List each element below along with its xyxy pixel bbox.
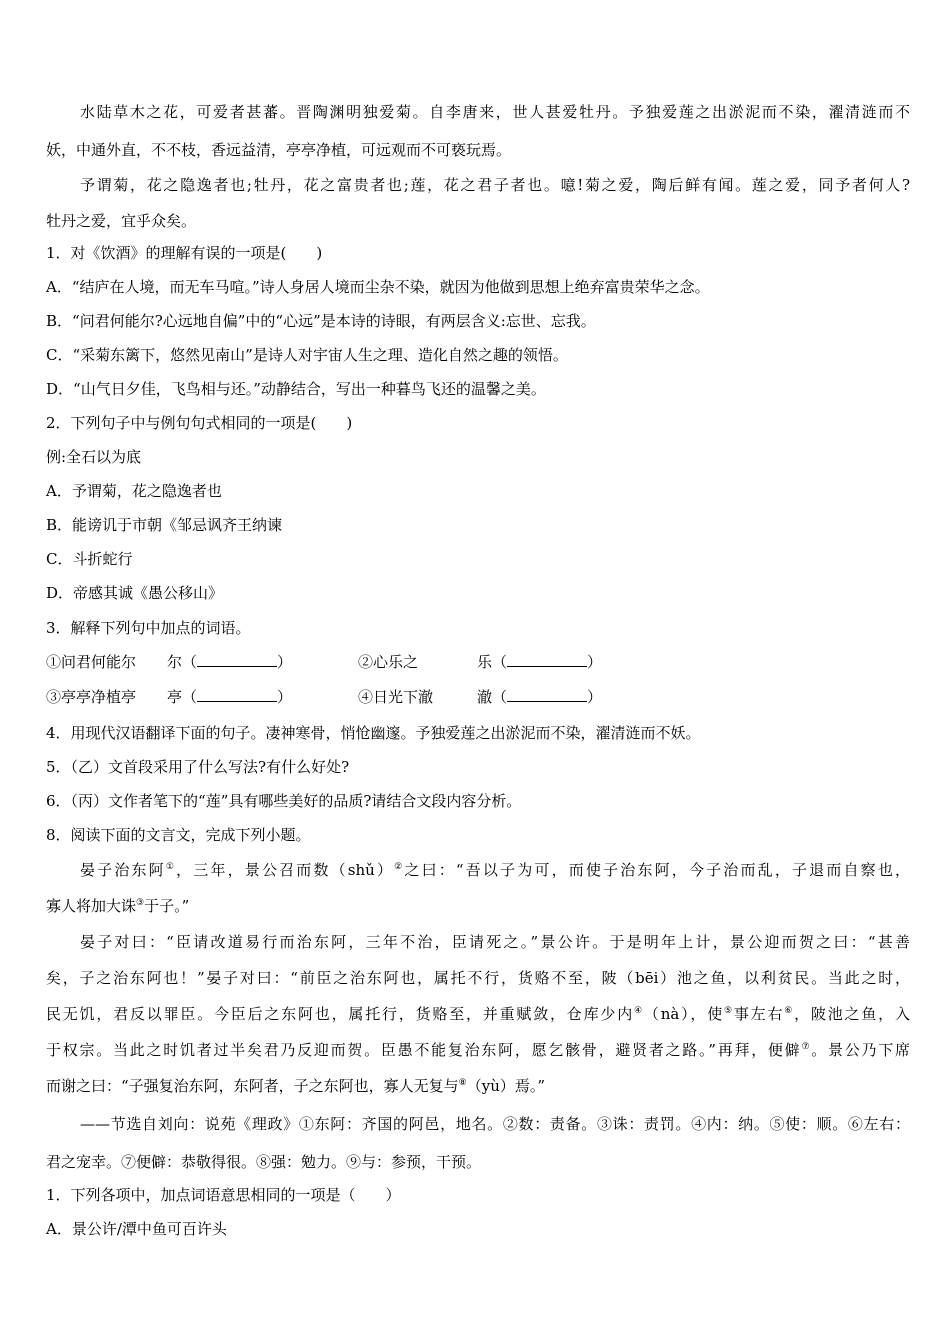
passage-bing-p2-line2: 牡丹之爱，宜乎众矣。 xyxy=(46,212,197,230)
answer-blank[interactable] xyxy=(197,688,277,702)
q3-item-4-answer: 澈（ ） xyxy=(477,688,603,706)
sub-question-1-stem: 1．下列各项中，加点词语意思相同的一项是（ ） xyxy=(46,1186,401,1204)
answer-blank[interactable] xyxy=(197,653,277,667)
passage-bing-p1-line1: 水陆草木之花，可爱者甚蕃。晋陶渊明独爱菊。自李唐来，世人甚爱牡丹。予独爱莲之出淤泥而不染，濯清涟而不 xyxy=(80,103,910,121)
question-5: 5．（乙）文首段采用了什么写法?有什么好处? xyxy=(46,758,350,776)
question-6: 6．（丙）文作者笔下的“莲”具有哪些美好的品质?请结合文段内容分析。 xyxy=(46,792,522,810)
q8-passage-p1-line1: 晏子治东阿①，三年，景公召而数（shǔ）②之曰：“吾以子为可，而使子治东阿，今子治而乱，子退而自察也， xyxy=(80,861,911,879)
q3-item-1-sentence: ①问君何能尔 xyxy=(46,653,137,671)
q8-passage-p2-line1: 晏子对曰：“臣请改道易行而治东阿，三年不治，臣请死之。”景公许。于是明年上计，景公迎而贺之曰：“甚善 xyxy=(80,933,910,951)
q8-passage-p1-line2: 寡人将加大诛③于子。” xyxy=(46,897,190,915)
question-2-example: 例:全石以为底 xyxy=(46,448,142,466)
question-1-option-b: B．“问君何能尔?心远地自偏”中的“心远”是本诗的诗眼，有两层含义:忘世、忘我。 xyxy=(46,312,596,330)
q8-passage-p2-line3: 民无饥，君反以罪臣。今臣后之东阿也，属托行，货赂至，并重赋敛，仓库少内④（nà），使⑤事左右⑥，陂池之鱼，入 xyxy=(46,1005,910,1023)
question-2-option-a: A．予谓菊，花之隐逸者也 xyxy=(46,482,222,500)
question-4: 4．用现代汉语翻译下面的句子。凄神寒骨，悄怆幽邃。予独爱莲之出淤泥而不染，濯清涟而不妖。 xyxy=(46,724,701,742)
question-2-option-b: B．能谤讥于市朝《邹忌讽齐王纳谏 xyxy=(46,516,283,534)
question-1-option-a: A．“结庐在人境，而无车马喧。”诗人身居人境而尘杂不染，就因为他做到思想上绝弃富贵荣华之念。 xyxy=(46,278,710,296)
q3-item-3-sentence: ③亭亭净植亭 xyxy=(46,688,137,706)
q3-item-3-answer: 亭（ ） xyxy=(167,688,293,706)
question-2-option-d: D．帝感其诚《愚公移山》 xyxy=(46,584,224,602)
passage-bing-p2-line1: 予谓菊，花之隐逸者也;牡丹，花之富贵者也;莲，花之君子者也。噫!菊之爱，陶后鲜有闻。莲之爱，同予者何人? xyxy=(80,176,910,194)
sub-question-1-option-a: A．景公许/潭中鱼可百许头 xyxy=(46,1220,227,1238)
passage-bing-p1-line2: 妖，中通外直，不不枝，香远益清，亭亭净植，可远观而不可亵玩焉。 xyxy=(46,141,512,159)
question-2-option-c: C．斗折蛇行 xyxy=(46,550,133,568)
answer-blank[interactable] xyxy=(507,688,587,702)
question-1-option-d: D．“山气日夕佳，飞鸟相与还。”动静结合，写出一种暮鸟飞还的温馨之美。 xyxy=(46,380,546,398)
question-1-stem: 1．对《饮酒》的理解有误的一项是( ) xyxy=(46,244,323,262)
q3-item-4-sentence: ④日光下澈 xyxy=(358,688,434,706)
q8-passage-p2-line4: 于权宗。当此之时饥者过半矣君乃反迎而贺。臣愚不能复治东阿，愿乞骸骨，避贤者之路。”再拜，便僻⑦。景公乃下席 xyxy=(46,1041,910,1059)
question-2-stem: 2．下列句子中与例句句式相同的一项是( ) xyxy=(46,414,353,432)
answer-blank[interactable] xyxy=(507,653,587,667)
question-1-option-c: C．“采菊东篱下，悠然见南山”是诗人对宇宙人生之理、造化自然之趣的领悟。 xyxy=(46,346,568,364)
question-3-stem: 3．解释下列句中加点的词语。 xyxy=(46,619,251,637)
q8-passage-p2-line2: 矣，子之治东阿也！”晏子对曰：“前臣之治东阿也，属托不行，货赂不至，陂（bēi）池之鱼，以利贫民。当此之时， xyxy=(46,969,910,987)
q3-item-2-sentence: ②心乐之 xyxy=(358,653,419,671)
q8-source-notes-line1: ——节选自刘向：说苑《理政》①东阿：齐国的阿邑，地名。②数：责备。③诛：责罚。④内：纳。⑤使：顺。⑥左右： xyxy=(80,1115,910,1133)
question-8-stem: 8．阅读下面的文言文，完成下列小题。 xyxy=(46,826,311,844)
q8-source-notes-line2: 君之宠幸。⑦便僻：恭敬得很。⑧强：勉力。⑨与：参预，干预。 xyxy=(46,1153,482,1171)
q8-passage-p2-line5: 而谢之曰：“子强复治东阿，东阿者，子之东阿也，寡人无复与⑧（yù）焉。” xyxy=(46,1077,546,1095)
q3-item-2-answer: 乐（ ） xyxy=(477,653,603,671)
q3-item-1-answer: 尔（ ） xyxy=(167,653,293,671)
